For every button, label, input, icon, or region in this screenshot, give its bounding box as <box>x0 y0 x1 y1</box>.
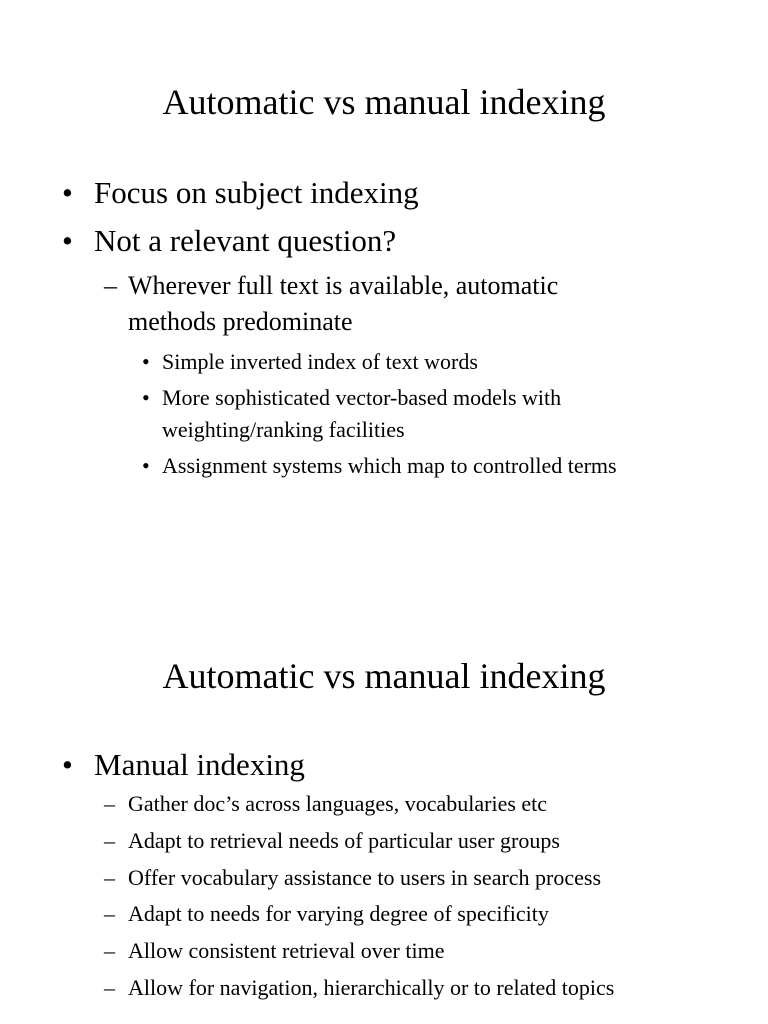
slide-title: Automatic vs manual indexing <box>162 82 606 122</box>
bullet-marker: • <box>142 385 150 410</box>
bullet-text: Not a relevant question? <box>94 223 397 258</box>
bullet-marker: • <box>62 747 73 782</box>
sub-item-text: Adapt to needs for varying degree of specificity <box>128 901 549 926</box>
bullet-marker: • <box>62 175 73 210</box>
sub-item-text-line-2: methods predominate <box>128 307 353 336</box>
sub-sub-item-text: Simple inverted index of text words <box>162 349 478 374</box>
sub-sub-item-text: Assignment systems which map to controlled terms <box>162 453 617 478</box>
sub-sub-item-text-line-1: More sophisticated vector-based models with <box>162 385 562 410</box>
bullet-marker: • <box>62 223 73 258</box>
dash-marker: – <box>104 901 115 926</box>
sub-item-text: Allow consistent retrieval over time <box>128 938 445 963</box>
slide-2 <box>0 576 768 1024</box>
sub-item-text-line-1: Wherever full text is available, automatic <box>128 271 559 300</box>
bullet-text: Focus on subject indexing <box>94 175 419 210</box>
dash-marker: – <box>104 791 115 816</box>
dash-marker: – <box>104 975 115 1000</box>
dash-marker: – <box>104 828 115 853</box>
bullet-marker: • <box>142 349 150 374</box>
dash-marker: – <box>104 865 115 890</box>
bullet-marker: • <box>142 453 150 478</box>
bullet-text: Manual indexing <box>94 747 305 782</box>
slide-title: Automatic vs manual indexing <box>162 656 606 696</box>
sub-item-text: Adapt to retrieval needs of particular user groups <box>128 828 560 853</box>
sub-item-text: Gather doc’s across languages, vocabularies etc <box>128 791 548 816</box>
sub-item-text: Allow for navigation, hierarchically or to related topics <box>128 975 615 1000</box>
sub-item-text: Offer vocabulary assistance to users in search process <box>128 865 602 890</box>
dash-marker: – <box>104 271 117 300</box>
dash-marker: – <box>104 938 115 963</box>
sub-sub-item-text-line-2: weighting/ranking facilities <box>162 417 405 442</box>
